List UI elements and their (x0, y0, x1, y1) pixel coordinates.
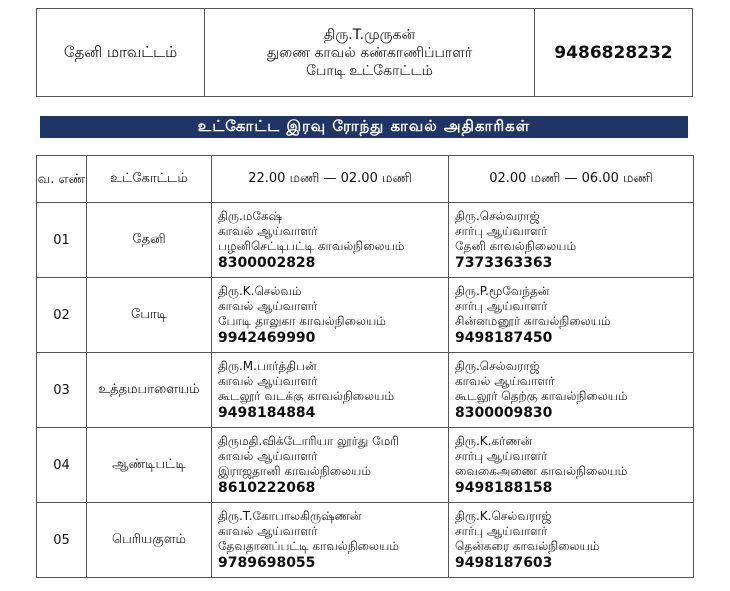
officer-station: தேவதானப்பட்டி காவல்நிலையம் (218, 538, 399, 553)
officer-phone: 8610222068 (218, 479, 316, 496)
district-name: தேனி மாவட்டம் (63, 42, 178, 61)
officer-rank: காவல் ஆய்வாளர் (218, 523, 318, 538)
banner-title: உட்கோட்ட இரவு ரோந்து காவல் அதிகாரிகள் (197, 117, 531, 135)
officer-name: திரு.K.செல்வராஜ் (455, 508, 552, 523)
shift2-officer (449, 353, 694, 428)
phone-cell (535, 9, 692, 96)
table-row (37, 353, 694, 428)
row-subdivision: ஆண்டிபட்டி (87, 428, 212, 503)
officer-rank: காவல் ஆய்வாளர் (218, 298, 318, 313)
row-sno: 01 (37, 203, 87, 278)
row-sno: 04 (37, 428, 87, 503)
patrol-table (36, 155, 694, 578)
officer-phone: 9942469990 (218, 329, 316, 346)
officer-name: திருமதி.விக்டோரியா லூர்து மேரி (218, 433, 399, 448)
officer-rank: காவல் ஆய்வாளர் (455, 373, 555, 388)
officer-rank: சார்பு ஆய்வாளர் (455, 223, 548, 238)
officer-phone: 8300002828 (218, 254, 316, 271)
shift2-officer (449, 203, 694, 278)
officer-name: திரு.செல்வராஜ் (455, 358, 540, 373)
officer-name: திரு.P.மூவேந்தன் (455, 283, 550, 298)
officer-phone: 8300009830 (455, 404, 553, 421)
officer-station: பழனிசெட்டிபட்டி காவல்நிலையம் (218, 238, 405, 253)
officer-station: வைகைஅணை காவல்நிலையம் (455, 463, 628, 478)
officer-cell (205, 9, 535, 96)
table-row (37, 503, 694, 578)
officer-name: திரு.K.செல்வம் (218, 283, 302, 298)
table-row (37, 428, 694, 503)
officer-rank: சார்பு ஆய்வாளர் (455, 298, 548, 313)
table-header-row (37, 156, 694, 203)
officer-name: திரு.T.முருகன் (323, 26, 416, 43)
row-subdivision: உத்தமபாளையம் (87, 353, 212, 428)
row-subdivision: தேனி (87, 203, 212, 278)
officer-rank: காவல் ஆய்வாளர் (218, 223, 318, 238)
officer-phone: 9498187603 (455, 554, 553, 571)
shift2-officer (449, 278, 694, 353)
officer-phone: 9486828232 (554, 42, 673, 63)
header-box (36, 8, 693, 97)
officer-station: தேனி காவல்நிலையம் (455, 238, 577, 253)
row-sno: 05 (37, 503, 87, 578)
officer-name: திரு.மகேஷ் (218, 208, 283, 223)
shift2-officer (449, 503, 694, 578)
header-sno: வ. எண் (37, 156, 87, 203)
header-subdivision: உட்கோட்டம் (87, 156, 212, 203)
officer-name: திரு.K.கர்ணன் (455, 433, 533, 448)
section-banner (40, 116, 688, 138)
header-shift2: 02.00 மணி — 06.00 மணி (449, 156, 694, 203)
row-subdivision: பெரியகுளம் (87, 503, 212, 578)
officer-phone: 9789698055 (218, 554, 316, 571)
officer-station: கூடலூர் வடக்கு காவல்நிலையம் (218, 388, 395, 403)
officer-station: போடி தாலுகா காவல்நிலையம் (218, 313, 386, 328)
officer-station: இராஜதானி காவல்நிலையம் (218, 463, 371, 478)
table-row (37, 278, 694, 353)
shift1-officer (212, 353, 449, 428)
officer-station: கூடலூர் தெற்கு காவல்நிலையம் (455, 388, 628, 403)
shift1-officer (212, 278, 449, 353)
officer-subdivision: போடி உட்கோட்டம் (306, 62, 433, 79)
district-cell (37, 9, 205, 96)
officer-name: திரு.செல்வராஜ் (455, 208, 540, 223)
officer-name: திரு.M.பார்த்திபன் (218, 358, 317, 373)
officer-phone: 9498184884 (218, 404, 316, 421)
row-sno: 02 (37, 278, 87, 353)
header-shift1: 22.00 மணி — 02.00 மணி (212, 156, 449, 203)
officer-phone: 7373363363 (455, 254, 553, 271)
officer-name: திரு.T.கோபாலகிருஷ்ணன் (218, 508, 362, 523)
officer-station: சின்னமனூர் காவல்நிலையம் (455, 313, 611, 328)
shift1-officer (212, 503, 449, 578)
officer-designation: துணை காவல் கண்காணிப்பாளர் (266, 44, 473, 61)
shift2-officer (449, 428, 694, 503)
officer-station: தென்கரை காவல்நிலையம் (455, 538, 600, 553)
row-sno: 03 (37, 353, 87, 428)
officer-phone: 9498187450 (455, 329, 553, 346)
officer-rank: காவல் ஆய்வாளர் (218, 448, 318, 463)
officer-rank: சார்பு ஆய்வாளர் (455, 448, 548, 463)
officer-rank: காவல் ஆய்வாளர் (218, 373, 318, 388)
shift1-officer (212, 428, 449, 503)
shift1-officer (212, 203, 449, 278)
table-row (37, 203, 694, 278)
officer-rank: சார்பு ஆய்வாளர் (455, 523, 548, 538)
row-subdivision: போடி (87, 278, 212, 353)
officer-phone: 9498188158 (455, 479, 553, 496)
